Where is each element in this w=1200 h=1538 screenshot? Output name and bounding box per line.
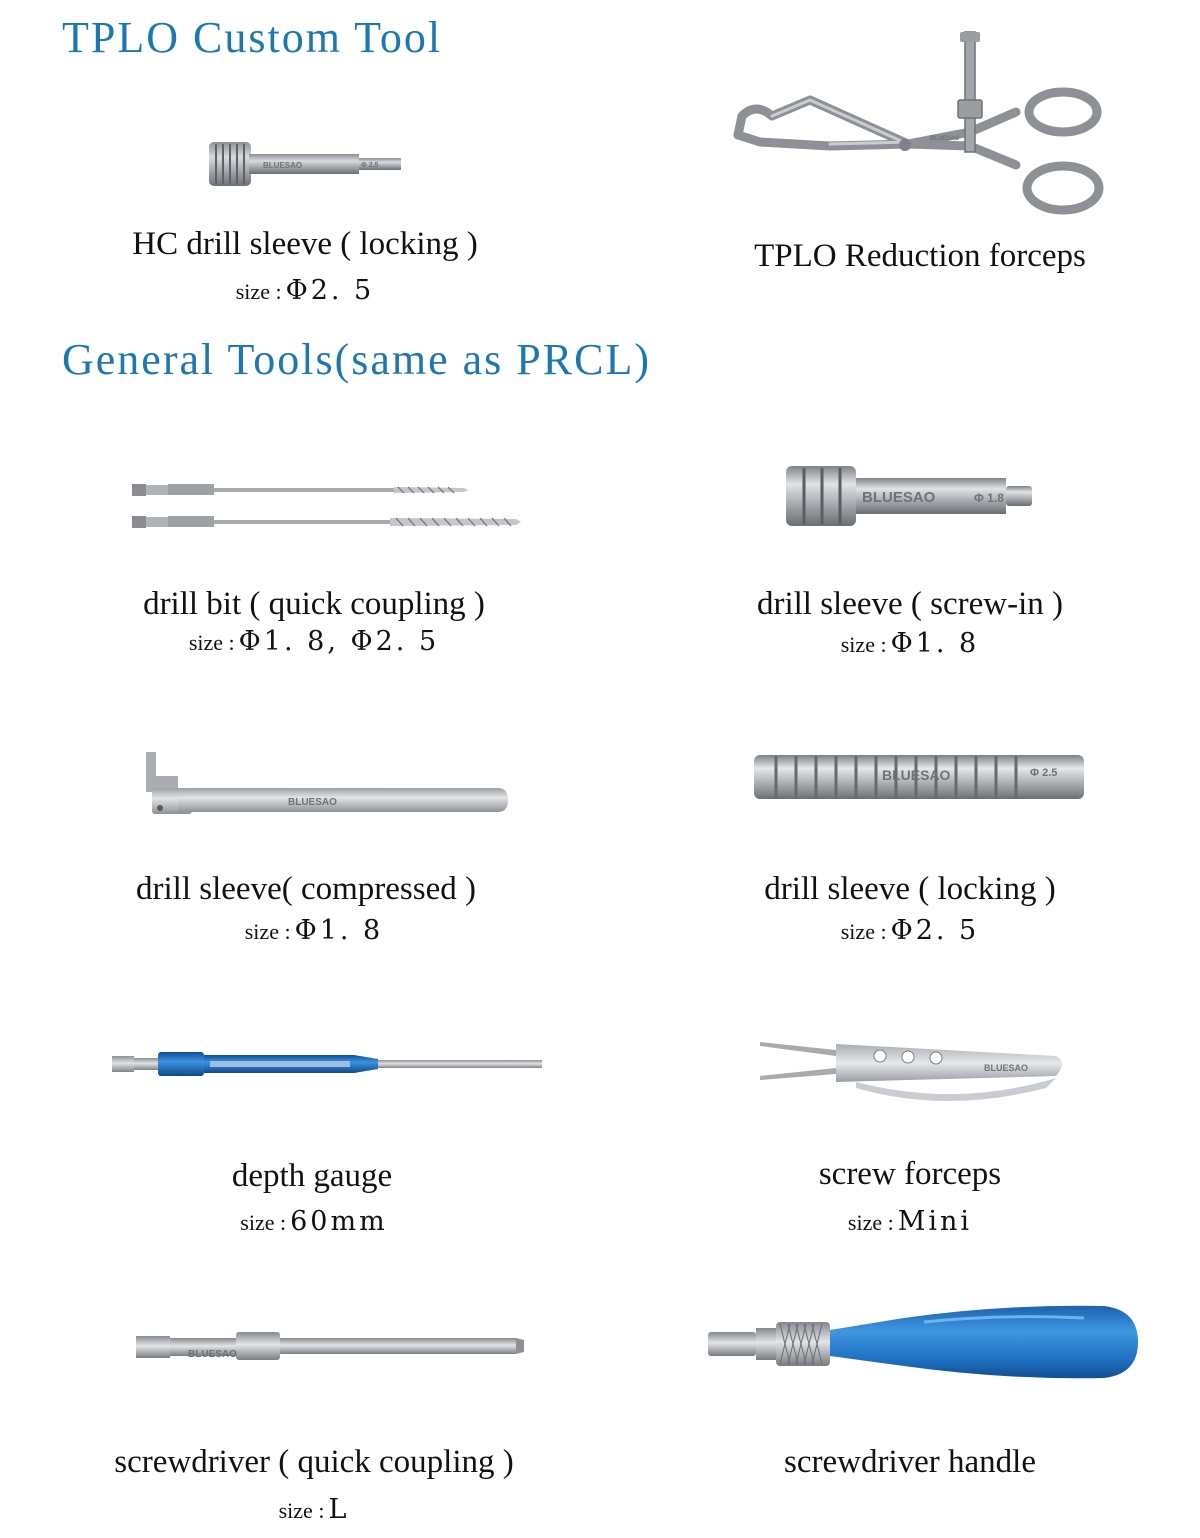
tool-name: screwdriver handle xyxy=(784,1444,1036,1480)
depth-gauge-image xyxy=(108,1046,548,1082)
svg-text:BLUESAO: BLUESAO xyxy=(263,161,303,170)
tool-name: drill bit ( quick coupling ) xyxy=(143,586,485,622)
size-label: size : xyxy=(278,1498,325,1523)
svg-text:BLUESAO: BLUESAO xyxy=(984,1063,1029,1073)
drill-bit-image xyxy=(128,478,528,534)
tool-size xyxy=(610,628,1200,659)
tool-size xyxy=(5,275,605,306)
screw-forceps-image xyxy=(756,1026,1072,1116)
tplo-reduction-forceps-image xyxy=(720,30,1110,225)
size-label: size : xyxy=(244,919,291,944)
tool-name: HC drill sleeve ( locking ) xyxy=(132,226,478,262)
tool-size xyxy=(14,915,614,946)
tool-name: depth gauge xyxy=(231,1158,393,1194)
size-label: size : xyxy=(847,1210,894,1235)
drill-sleeve-locking-image xyxy=(752,752,1088,802)
tool-name: drill sleeve ( locking ) xyxy=(764,871,1056,907)
tool-size xyxy=(14,1206,614,1237)
screwdriver-quick-coupling-image xyxy=(132,1328,528,1364)
size-label: size : xyxy=(188,630,235,655)
tool-name: TPLO Reduction forceps xyxy=(754,238,1086,274)
drill-sleeve-screw-in-image xyxy=(782,462,1038,530)
drill-sleeve-compressed-image xyxy=(138,748,512,820)
svg-text:BLUESAO: BLUESAO xyxy=(882,767,951,783)
tool-name: screw forceps xyxy=(818,1156,1002,1192)
tool-name: drill sleeve ( screw-in ) xyxy=(756,586,1064,622)
size-value: Φ1. 8 xyxy=(294,915,384,946)
size-value: 60mm xyxy=(290,1206,388,1237)
size-value: Φ2. 5 xyxy=(890,915,980,946)
svg-text:Φ 2.5: Φ 2.5 xyxy=(361,162,379,169)
tool-name: screwdriver ( quick coupling ) xyxy=(114,1444,514,1480)
hc-drill-sleeve-image xyxy=(205,138,405,190)
tool-size xyxy=(610,1206,1200,1237)
size-value: Φ1. 8, Φ2. 5 xyxy=(238,626,440,657)
screwdriver-handle-image xyxy=(704,1300,1142,1382)
svg-text:Φ 2.5: Φ 2.5 xyxy=(1030,767,1058,779)
tool-size xyxy=(14,1494,614,1525)
size-label: size : xyxy=(840,919,887,944)
size-value: Φ2. 5 xyxy=(285,275,375,306)
size-label: size : xyxy=(235,279,282,304)
svg-text:BLUESAO: BLUESAO xyxy=(930,136,960,142)
size-value: Φ1. 8 xyxy=(890,628,980,659)
size-value: Mini xyxy=(897,1206,973,1237)
section-title-custom: TPLO Custom Tool xyxy=(62,13,443,62)
tool-size xyxy=(14,626,614,657)
svg-text:BLUESAO: BLUESAO xyxy=(188,1349,237,1360)
size-label: size : xyxy=(840,632,887,657)
svg-text:BLUESAO: BLUESAO xyxy=(862,489,936,506)
svg-text:Φ 1.8: Φ 1.8 xyxy=(974,491,1004,505)
tool-name: drill sleeve( compressed ) xyxy=(136,871,476,907)
section-title-general: General Tools(same as PRCL) xyxy=(62,335,652,384)
svg-text:BLUESAO: BLUESAO xyxy=(288,797,337,808)
size-label: size : xyxy=(240,1210,287,1235)
size-value: L xyxy=(328,1494,350,1525)
tool-size xyxy=(610,915,1200,946)
